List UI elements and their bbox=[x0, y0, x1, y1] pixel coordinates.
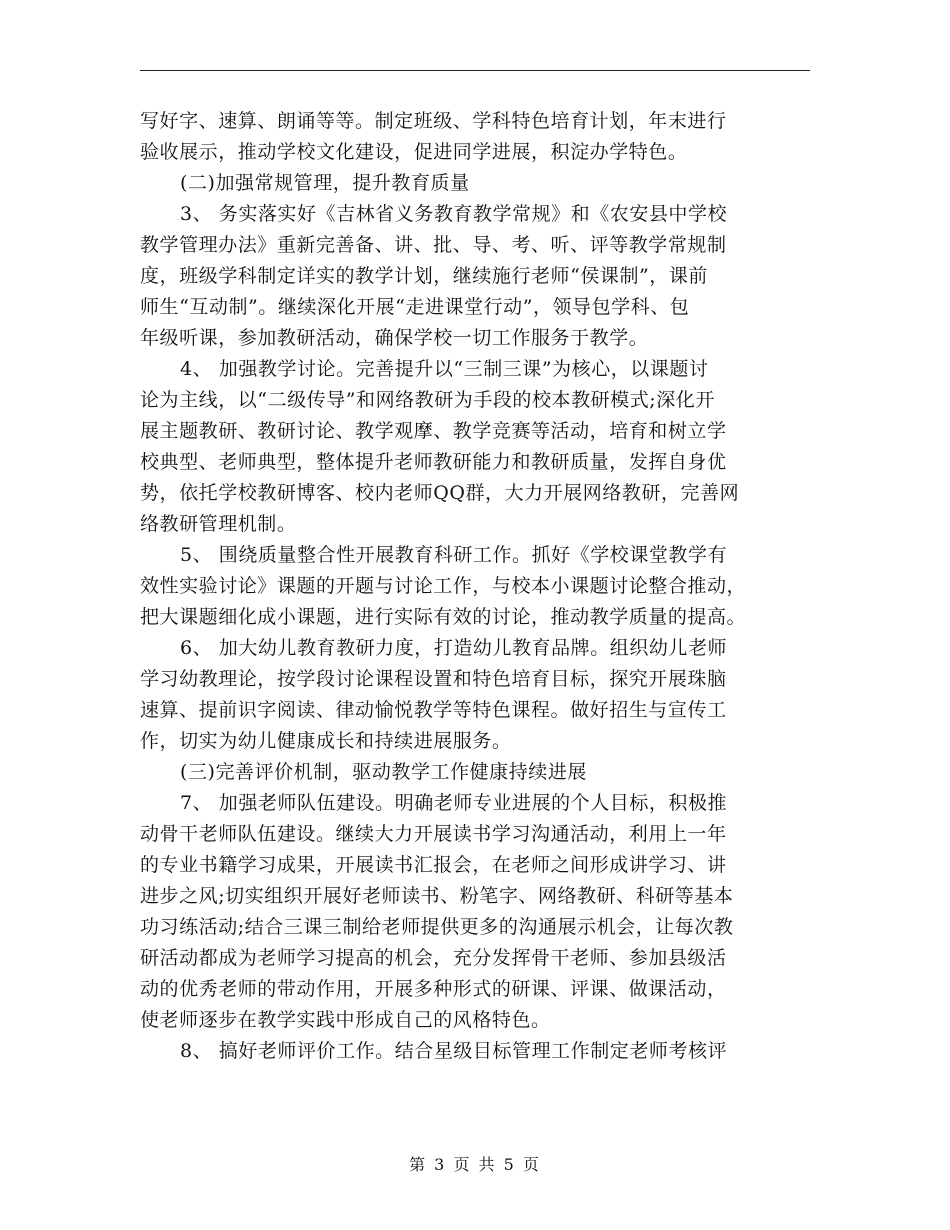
page-number-footer: 第 3 页 共 5 页 bbox=[409, 1155, 541, 1174]
paragraph-first-line: 3、 务实落实好《吉林省义务教育教学常规》和《农安县中学校 bbox=[180, 203, 728, 225]
paragraph-line: 速算、提前识字阅读、律动愉悦教学等特色课程。做好招生与宣传工 bbox=[140, 699, 727, 721]
paragraph-line: 把大课题细化成小课题，进行实际有效的讨论，推动教学质量的提高。 bbox=[140, 606, 747, 628]
paragraph-first-line: 7、 加强老师队伍建设。明确老师专业进展的个人目标，积极推 bbox=[180, 792, 728, 814]
paragraph-line: 展主题教研、教研讨论、教学观摩、教学竞赛等活动，培育和树立学 bbox=[140, 420, 727, 442]
paragraph-line: 动骨干老师队伍建设。继续大力开展读书学习沟通活动，利用上一年 bbox=[140, 823, 727, 845]
paragraph-line: 师生“互动制”。继续深化开展“走进课堂行动”，领导包学科、包 bbox=[140, 296, 690, 318]
paragraph-first-line: 5、 围绕质量整合性开展教育科研工作。抓好《学校课堂教学有 bbox=[180, 544, 728, 566]
paragraph-line: 教学管理办法》重新完善备、讲、批、导、考、听、评等教学常规制 bbox=[140, 234, 727, 256]
paragraph-line: 校典型、老师典型，整体提升老师教研能力和教研质量，发挥自身优 bbox=[140, 451, 727, 473]
paragraph-line: 写好字、速算、朗诵等等。制定班级、学科特色培育计划，年末进行 bbox=[140, 110, 727, 132]
paragraph-first-line: 6、 加大幼儿教育教研力度，打造幼儿教育品牌。组织幼儿老师 bbox=[180, 637, 728, 659]
paragraph-line: 度，班级学科制定详实的教学计划，继续施行老师“侯课制”，课前 bbox=[140, 265, 708, 287]
paragraph-first-line: 4、 加强教学讨论。完善提升以“三制三课”为核心，以课题讨 bbox=[180, 358, 709, 380]
paragraph-line: 功习练活动;结合三课三制给老师提供更多的沟通展示机会，让每次教 bbox=[140, 916, 734, 938]
paragraph-line: 验收展示，推动学校文化建设，促进同学进展，积淀办学特色。 bbox=[140, 141, 688, 163]
paragraph-line: 研活动都成为老师学习提高的机会，充分发挥骨干老师、参加县级活 bbox=[140, 947, 727, 969]
paragraph-line: 的专业书籍学习成果，开展读书汇报会，在老师之间形成讲学习、讲 bbox=[140, 854, 727, 876]
paragraph-line: 论为主线，以“二级传导”和网络教研为手段的校本教研模式;深化开 bbox=[140, 389, 715, 411]
paragraph-line: 络教研管理机制。 bbox=[140, 513, 297, 535]
paragraph-line: 学习幼教理论，按学段讨论课程设置和特色培育目标，探究开展珠脑 bbox=[140, 668, 727, 690]
paragraph-line: 势，依托学校教研博客、校内老师QQ群，大力开展网络教研，完善网 bbox=[140, 482, 740, 504]
header-rule bbox=[140, 70, 810, 71]
paragraph-line: 作，切实为幼儿健康成长和持续进展服务。 bbox=[140, 730, 512, 752]
paragraph-first-line: 8、 搞好老师评价工作。结合星级目标管理工作制定老师考核评 bbox=[180, 1040, 728, 1062]
paragraph-first-line: (三)完善评价机制，驱动教学工作健康持续进展 bbox=[180, 761, 587, 783]
paragraph-first-line: (二)加强常规管理，提升教育质量 bbox=[180, 172, 470, 194]
paragraph-line: 进步之风;切实组织开展好老师读书、粉笔字、网络教研、科研等基本 bbox=[140, 885, 734, 907]
paragraph-line: 使老师逐步在教学实践中形成自己的风格特色。 bbox=[140, 1009, 551, 1031]
paragraph-line: 动的优秀老师的带动作用，开展多种形式的研课、评课、做课活动， bbox=[140, 978, 727, 1000]
paragraph-line: 效性实验讨论》课题的开题与讨论工作，与校本小课题讨论整合推动， bbox=[140, 575, 747, 597]
paragraph-line: 年级听课，参加教研活动，确保学校一切工作服务于教学。 bbox=[140, 327, 649, 349]
document-body bbox=[140, 106, 810, 1067]
